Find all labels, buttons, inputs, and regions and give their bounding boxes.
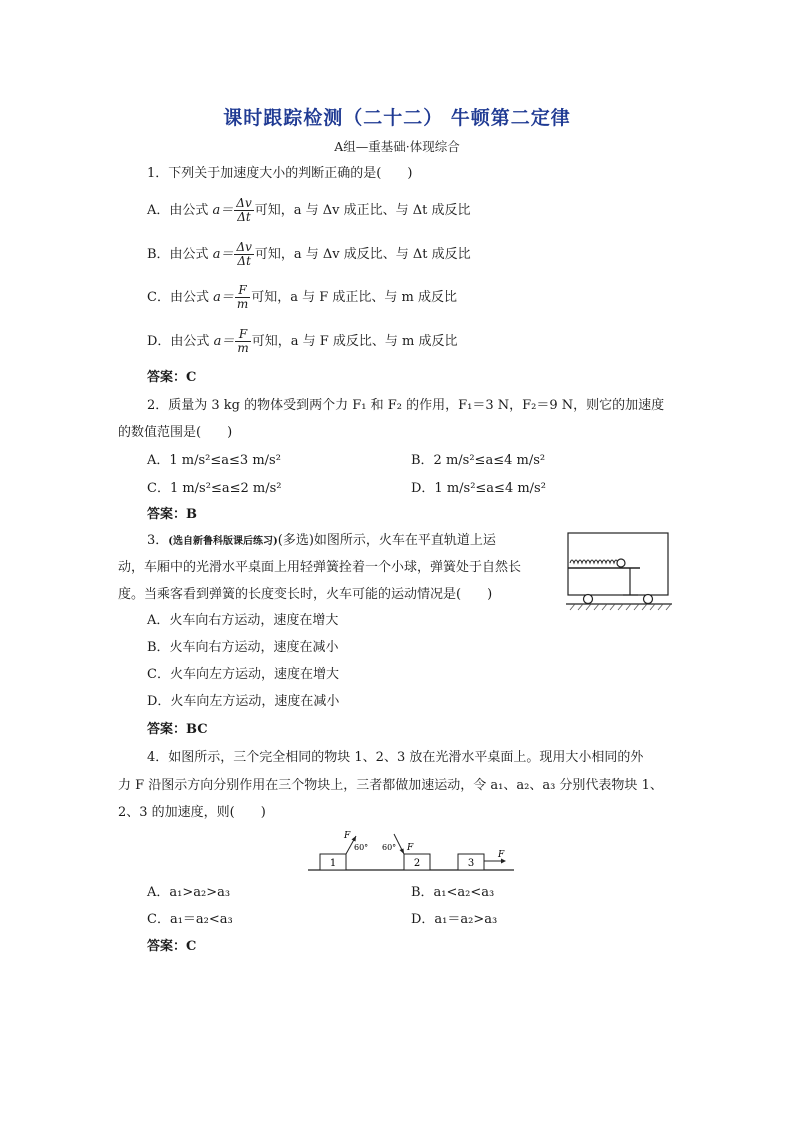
fraction-denominator: Δt xyxy=(237,254,251,268)
q1-a-lhs: a＝ xyxy=(212,203,234,218)
arrowhead-icon xyxy=(400,849,405,855)
angle-label-2: 60° xyxy=(382,843,397,852)
q3-source: (选自新鲁科版课后练习) xyxy=(168,536,278,547)
wheel-right-icon xyxy=(644,595,653,604)
q3-stem-rest: (多选)如图所示，火车在平直轨道上运 xyxy=(277,533,496,548)
q1-a-prefix: A．由公式 xyxy=(147,203,213,218)
q4-answer: 答案：C xyxy=(147,939,197,954)
q2-option-b: B．2 m/s²≤a≤4 m/s² xyxy=(411,453,546,468)
q4-option-a: A．a₁>a₂>a₃ xyxy=(147,885,231,900)
q1-option-b xyxy=(147,241,471,268)
q1-option-c xyxy=(147,284,457,311)
blocks-figure xyxy=(306,828,518,874)
q1-c-suffix: 可知，a 与 F 成正比、与 m 成反比 xyxy=(251,290,458,305)
fraction-numerator: Δv xyxy=(236,240,252,254)
angle-label-1: 60° xyxy=(354,843,369,852)
q1-stem: 1．下列关于加速度大小的判断正确的是( ) xyxy=(147,166,413,181)
q3-option-d: D．火车向左方运动，速度在减小 xyxy=(147,694,340,709)
q3-stem-line1 xyxy=(147,532,496,551)
q1-option-d xyxy=(147,328,457,355)
q1-a-suffix: 可知，a 与 Δv 成正比、与 Δt 成反比 xyxy=(254,203,471,218)
force-label-3: F xyxy=(498,850,505,860)
fraction-denominator: m xyxy=(236,297,249,311)
force-label-2: F xyxy=(407,843,414,853)
q2-stem-line2: 的数值范围是( ) xyxy=(118,425,233,440)
q3-stem-line2: 动，车厢中的光滑水平桌面上用轻弹簧拴着一个小球，弹簧处于自然长 xyxy=(118,560,522,575)
ground-hatching xyxy=(570,604,671,610)
block-2-label: 2 xyxy=(413,858,421,869)
q3-number: 3． xyxy=(147,533,169,548)
q1-b-suffix: 可知，a 与 Δv 成反比、与 Δt 成反比 xyxy=(254,247,471,262)
ball-icon xyxy=(617,559,625,567)
q4-stem-line3: 2、3 的加速度，则( ) xyxy=(118,805,266,820)
q1-d-fraction xyxy=(235,328,250,355)
q3-option-b: B．火车向右方运动，速度在减小 xyxy=(147,640,339,655)
q2-option-d: D．1 m/s²≤a≤4 m/s² xyxy=(411,481,546,496)
q3-answer: 答案：BC xyxy=(147,722,208,737)
fraction-denominator: Δt xyxy=(237,210,251,224)
q1-c-lhs: a＝ xyxy=(213,290,234,305)
q1-b-fraction xyxy=(234,241,253,268)
q1-c-prefix: C．由公式 xyxy=(147,290,214,305)
q2-stem-line1: 2．质量为 3 kg 的物体受到两个力 F₁ 和 F₂ 的作用，F₁＝3 N，F₂＝9 N，则它的加速度 xyxy=(147,398,665,413)
q1-a-fraction xyxy=(234,197,253,224)
q3-stem-line3: 度。当乘客看到弹簧的长度变长时，火车可能的运动情况是( ) xyxy=(118,587,493,602)
q3-option-c: C．火车向左方运动，速度在增大 xyxy=(147,667,339,682)
q1-d-prefix: D．由公式 xyxy=(147,334,214,349)
q4-stem-line2: 力 F 沿图示方向分别作用在三个物块上，三者都做加速运动，令 a₁、a₂、a₃ 分别代表物块 1、 xyxy=(118,778,663,793)
q2-option-a: A．1 m/s²≤a≤3 m/s² xyxy=(147,453,281,468)
page-title: 课时跟踪检测（二十二） 牛顿第二定律 xyxy=(223,107,571,129)
force-label-1: F xyxy=(344,831,351,841)
q4-option-c: C．a₁＝a₂<a₃ xyxy=(147,912,233,927)
train-figure xyxy=(566,532,672,614)
fraction-numerator: F xyxy=(235,284,250,298)
q1-d-lhs: a＝ xyxy=(213,334,235,349)
fraction-numerator: F xyxy=(235,328,250,342)
q4-option-b: B．a₁<a₂<a₃ xyxy=(411,885,495,900)
block-3-label: 3 xyxy=(467,858,475,869)
q2-answer: 答案：B xyxy=(147,507,197,522)
spring-icon xyxy=(570,560,618,563)
section-subtitle: A组—重基础·体现综合 xyxy=(334,139,460,154)
q1-d-suffix: 可知，a 与 F 成反比、与 m 成反比 xyxy=(251,334,458,349)
q1-answer: 答案：C xyxy=(147,370,197,385)
fraction-denominator: m xyxy=(237,341,249,355)
wheel-left-icon xyxy=(584,595,593,604)
q1-option-a xyxy=(147,197,471,224)
q2-option-c: C．1 m/s²≤a≤2 m/s² xyxy=(147,481,282,496)
q4-option-d: D．a₁＝a₂>a₃ xyxy=(411,912,498,927)
q4-stem-line1: 4．如图所示，三个完全相同的物块 1、2、3 放在光滑水平桌面上。现用大小相同的外 xyxy=(147,750,644,765)
block-1-label: 1 xyxy=(329,858,337,869)
q1-b-prefix: B．由公式 xyxy=(147,247,213,262)
fraction-numerator: Δv xyxy=(236,196,252,210)
q1-b-lhs: a＝ xyxy=(212,247,234,262)
q3-option-a: A．火车向右方运动，速度在增大 xyxy=(147,613,339,628)
q1-c-fraction xyxy=(235,284,250,311)
